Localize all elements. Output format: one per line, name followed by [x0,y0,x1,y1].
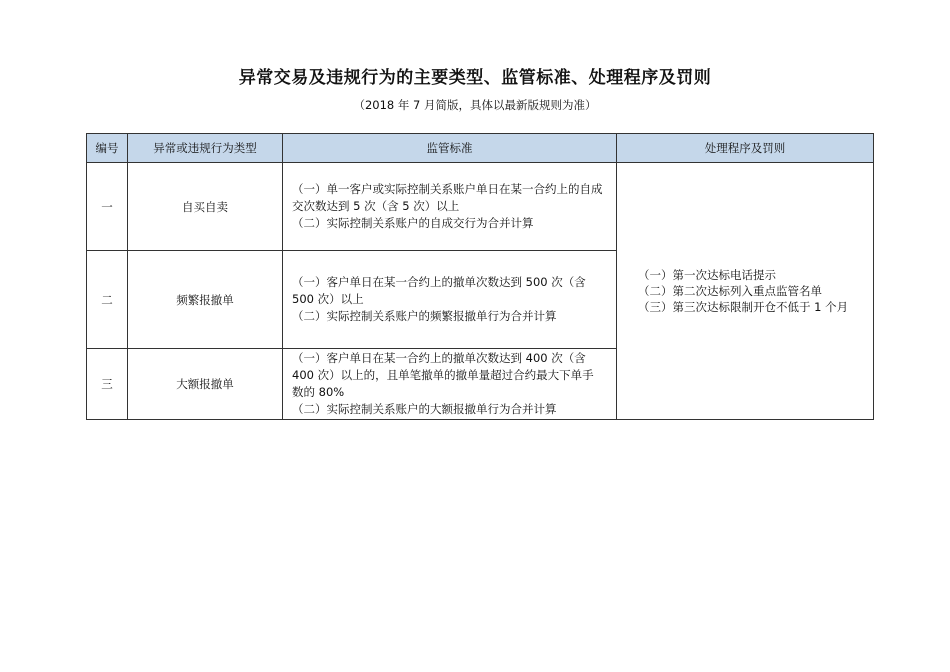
rules-table [86,133,874,420]
row-type: 自买自卖 [128,163,283,251]
procedure-cell [617,163,874,420]
procedure-item: （一）第一次达标电话提示 [638,268,776,282]
row-standard [283,163,617,251]
row-standard [283,251,617,349]
row-type: 频繁报撤单 [128,251,283,349]
header-procedure: 处理程序及罚则 [617,134,874,163]
row-number: 一 [87,163,128,251]
row-number: 二 [87,251,128,349]
header-standard: 监管标准 [283,134,617,163]
procedure-item: （三）第三次达标限制开仓不低于 1 个月 [638,300,849,314]
page-title: 异常交易及违规行为的主要类型、监管标准、处理程序及罚则 [238,68,712,88]
row-type: 大额报撤单 [128,349,283,420]
row-number: 三 [87,349,128,420]
standard-item: （一）客户单日在某一合约上的撤单次数达到 500 次（含 500 次）以上 [292,275,586,306]
standard-item: （一）单一客户或实际控制关系账户单日在某一合约上的自成交次数达到 5 次（含 5 次）以上 [292,182,603,213]
row-standard [283,349,617,420]
header-type: 异常或违规行为类型 [128,134,283,163]
table-header-row [87,134,874,163]
standard-item: （一）客户单日在某一合约上的撤单次数达到 400 次（含 400 次）以上的，且单笔撤单的撤单量超过合约最大下单手数的 80% [292,351,594,399]
page-subtitle: （2018 年 7 月简版，具体以最新版规则为准） [353,98,597,112]
header-number: 编号 [87,134,128,163]
table-row [87,163,874,251]
procedure-item: （二）第二次达标列入重点监管名单 [638,284,822,298]
standard-item: （二）实际控制关系账户的大额报撤单行为合并计算 [292,402,557,416]
standard-item: （二）实际控制关系账户的自成交行为合并计算 [292,216,534,230]
standard-item: （二）实际控制关系账户的频繁报撤单行为合并计算 [292,309,557,323]
